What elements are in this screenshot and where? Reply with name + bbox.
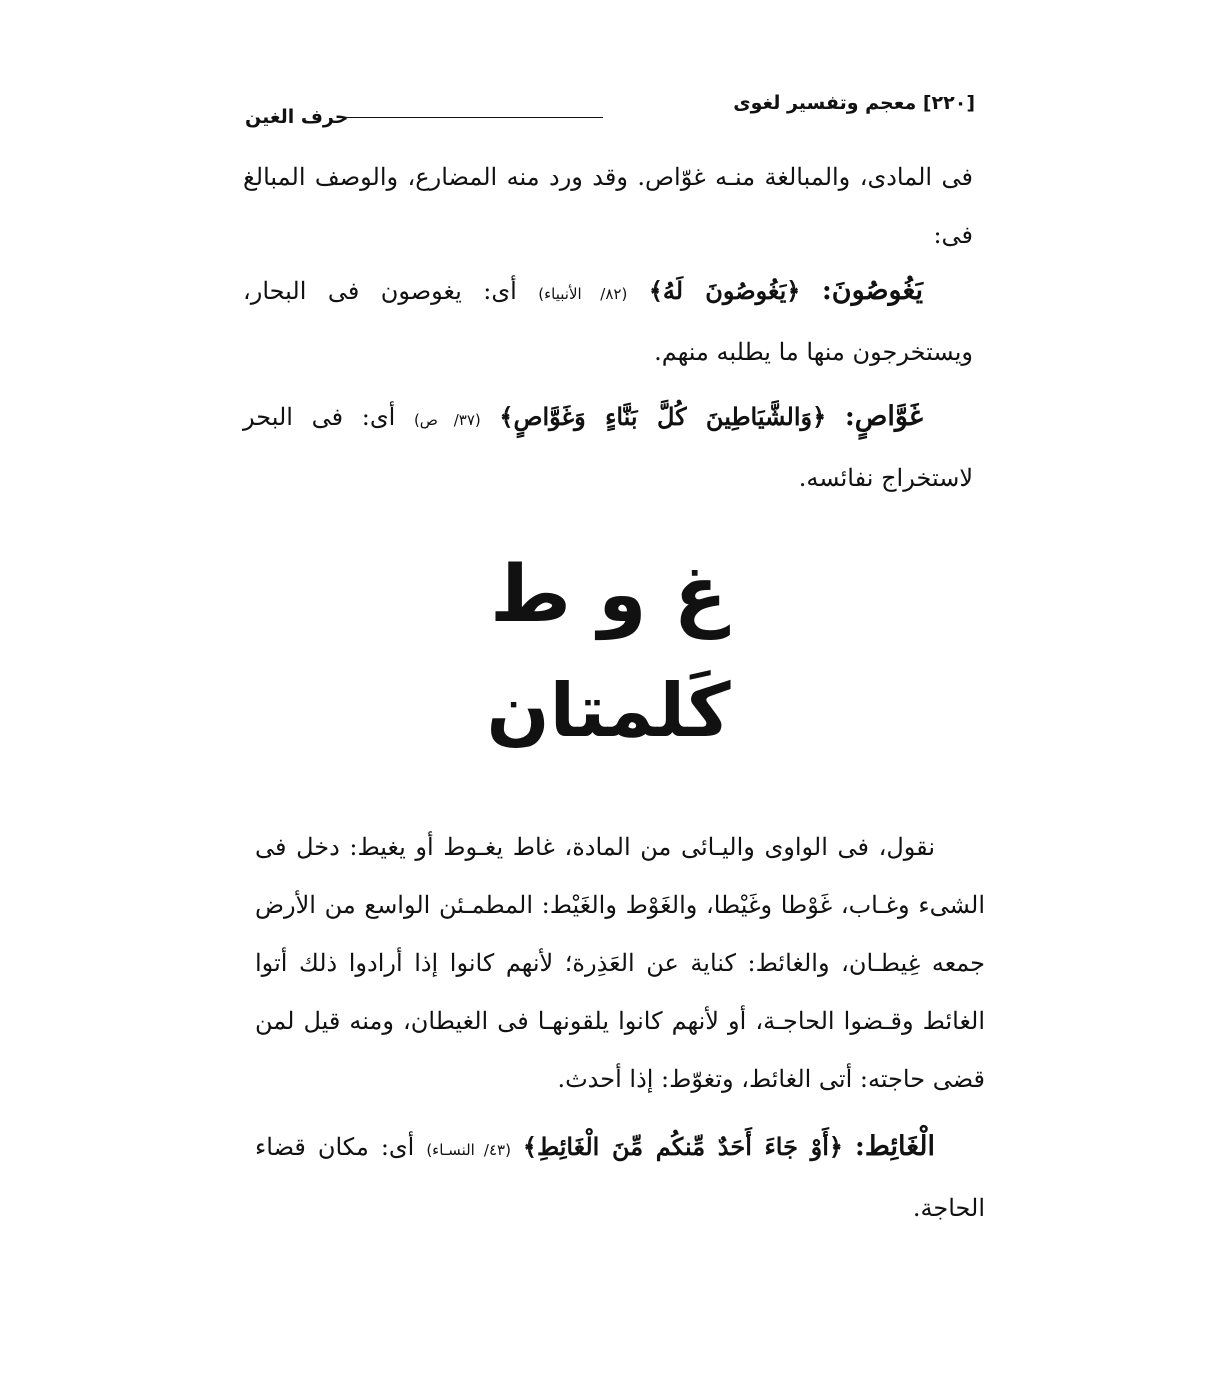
entry-ghawwas [243,388,973,507]
root-word-count: كَلمتان [486,668,731,754]
entry-term: غَوَّاصٍ: [844,401,923,432]
verse-reference: (٨٢/ الأنبياء) [538,285,628,303]
entry-paragraph [243,262,973,381]
entry-yaghusun [243,262,973,381]
header-rule [345,117,603,118]
entry-paragraph [255,1118,985,1237]
entry-gloss: أى: يغوصون فى البحار، ويستخرجون منها ما يطلبه منهم. [243,277,973,366]
paragraph-text: نقول، فى الواوى واليـائى من المادة، غاط يغـوط أو يغيط: دخل فى الشىء وغـاب، غَوْطا وغَيْطا، والغَوْط والغَيْط: المطمـئن الواسع من الأرض جمعه غِيطـان، والغائط: كناية عن العَذِرة؛ لأنهم كانوا إذا أرادوا ذلك أتوا الغائط وقـضوا الحاجـة، أو لأنهم كانوا يلقونهـا فى الغيطان، ومنه قيل لمن قضى حاجته: أتى الغائط، وتغوّط: إذا أحدث. [255,833,986,1093]
quran-verse: ﴿يَغُوصُونَ لَهُ﴾ [648,276,801,305]
continued-paragraph [243,148,973,264]
root-heading: غ و ط [489,550,728,640]
entry-al-ghaait [255,1118,985,1237]
paragraph-text: فى المادى، والمبالغة منـه غوّاص. وقد ورد منه المضارع، والوصف المبالغ فى: [243,163,974,249]
entry-paragraph [243,388,973,507]
quran-verse: ﴿أَوْ جَاءَ أَحَدٌ مِّنكُم مِّنَ الْغَائِطِ﴾ [522,1132,843,1161]
page-number-and-book-title: [٢٢٠] معجم وتفسير لغوى [733,92,975,114]
quran-verse: ﴿وَالشَّيَاطِينَ كُلَّ بَنَّاءٍ وَغَوَّاصٍ﴾ [499,402,827,431]
entry-term: يَغُوصُونَ: [821,275,923,306]
root-introduction [255,818,985,1108]
running-header [245,92,975,126]
entry-term: الْغَائِط: [854,1131,935,1162]
entry-gloss: أى: فى البحر لاستخراج نفائسه. [243,403,973,492]
entry-gloss: أى: مكان قضاء الحاجة. [255,1133,985,1222]
verse-reference: (٣٧/ ص) [413,411,481,429]
section-title: حرف الغين [245,106,349,128]
verse-reference: (٤٣/ النسـاء) [426,1141,511,1159]
